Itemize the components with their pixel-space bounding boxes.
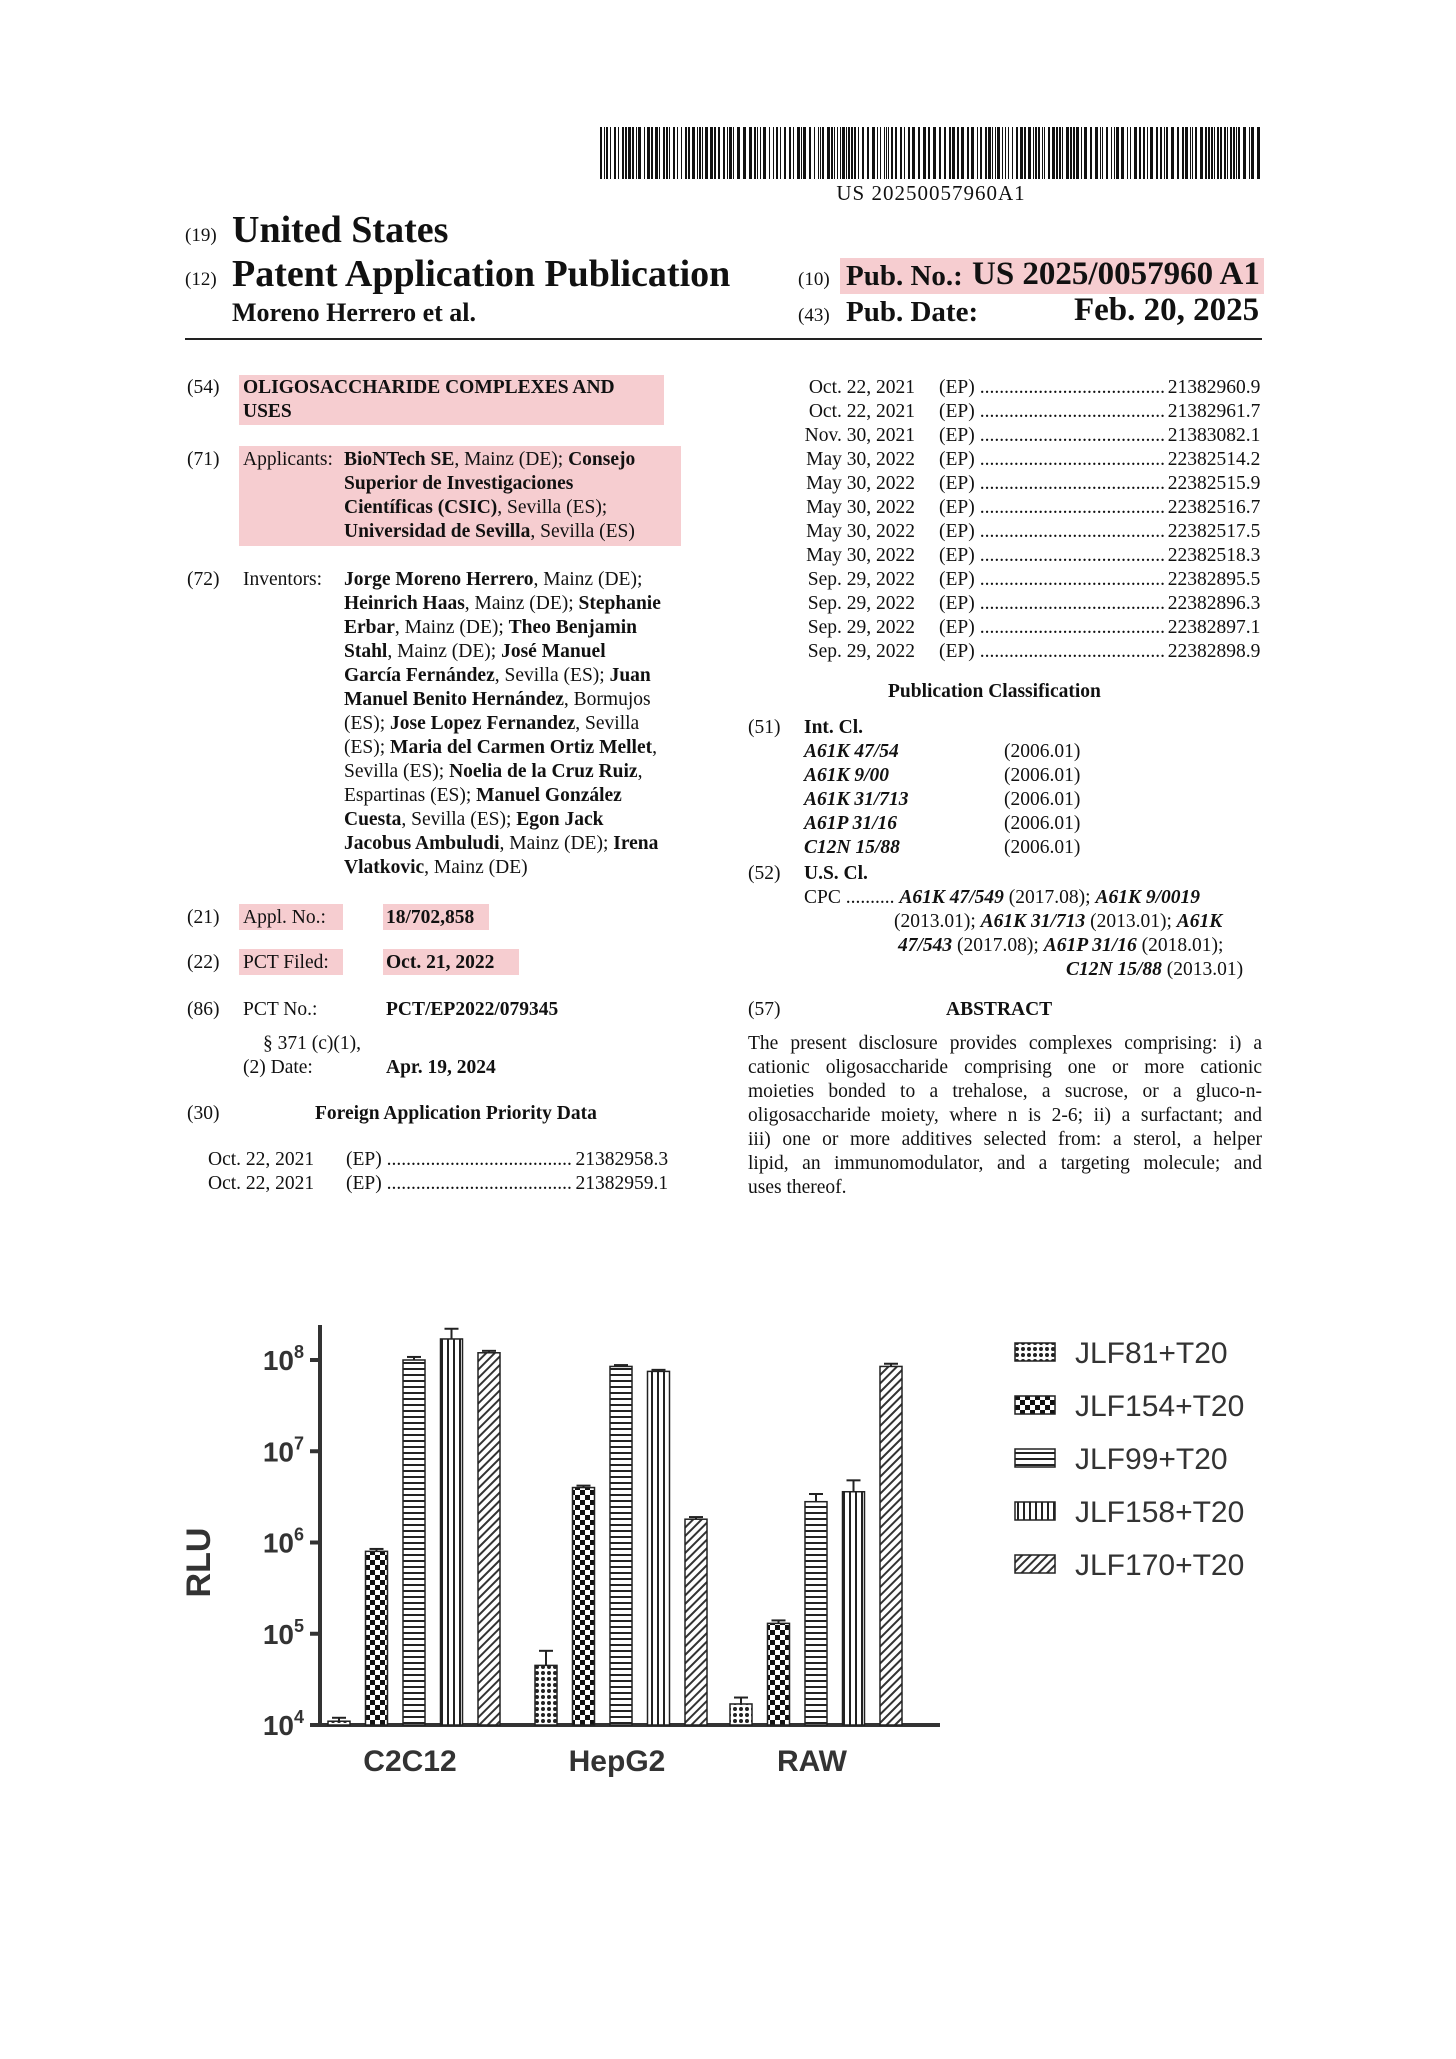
abstract-line: oligosaccharide moiety, where n is 2-6; ii) a surfactant; and: [748, 1105, 1262, 1126]
inventors-line-4: Stahl, Mainz (DE); José Manuel: [344, 641, 606, 662]
leader-dots: [980, 400, 1164, 424]
abstract-line: The present disclosure provides complexes comprising: i) a: [748, 1033, 1262, 1054]
bar: [685, 1519, 707, 1725]
inventors-line-13: Vlatkovic, Mainz (DE): [344, 857, 528, 878]
leader-dots: [387, 1172, 571, 1196]
s371-date: Apr. 19, 2024: [386, 1057, 496, 1078]
y-tick-label: $10^4$: [262, 1707, 304, 1741]
legend-swatch: [1015, 1396, 1055, 1414]
inventors-label: Inventors:: [243, 569, 323, 590]
leader-dots: [980, 544, 1164, 568]
code-51: (51): [748, 717, 781, 738]
int-cl-version: (2006.01): [1004, 837, 1081, 858]
legend-swatch: [1015, 1449, 1055, 1467]
code-57: (57): [748, 999, 781, 1020]
pct-no: PCT/EP2022/079345: [386, 999, 559, 1020]
header-divider: [185, 338, 1262, 340]
leader-dots: [980, 640, 1164, 664]
bar: [403, 1360, 425, 1725]
leader-dots: [980, 592, 1164, 616]
int-cl-code: C12N 15/88: [804, 837, 900, 858]
y-tick-label: $10^8$: [262, 1342, 304, 1376]
priority-row: Sep. 29, 2022 (EP)..... 22382898.9: [763, 640, 1260, 664]
bar: [366, 1551, 388, 1725]
leader-dots: [980, 448, 1164, 472]
bar: [805, 1502, 827, 1725]
legend-label: JLF99+T20: [1075, 1443, 1228, 1476]
code-72: (72): [187, 569, 220, 590]
y-tick-label: $10^6$: [262, 1524, 304, 1559]
leader-dots: [980, 616, 1164, 640]
legend-label: JLF170+T20: [1075, 1549, 1245, 1582]
priority-row: Sep. 29, 2022 (EP)..... 22382896.3: [763, 592, 1260, 616]
publication-type: Patent Application Publication: [232, 253, 731, 295]
bar: [478, 1353, 500, 1725]
leader-dots: [387, 1148, 571, 1172]
s371-line-2: (2) Date:: [243, 1057, 313, 1078]
pct-no-label: PCT No.:: [243, 999, 318, 1020]
country: United States: [232, 209, 449, 251]
inventors-line-1: Jorge Moreno Herrero, Mainz (DE);: [344, 569, 643, 590]
y-axis-label: RLU: [180, 1527, 218, 1598]
inventors-line-6: Manuel Benito Hernández, Bormujos: [344, 689, 651, 710]
cpc-line-3: 47/543 (2017.08); A61P 31/16 (2018.01);: [898, 935, 1224, 956]
leader-dots: [980, 496, 1164, 520]
code-52: (52): [748, 863, 781, 884]
abstract-line: moieties bonded to a trehalose, a sucrose, or a gluco-n-: [748, 1081, 1262, 1102]
priority-data-title: Foreign Application Priority Data: [315, 1103, 597, 1124]
int-cl-code: A61K 31/713: [804, 789, 909, 810]
pub-no-label: Pub. No.:: [846, 260, 963, 292]
int-cl-version: (2006.01): [1004, 813, 1081, 834]
code-86: (86): [187, 999, 220, 1020]
leader-dots: [980, 472, 1164, 496]
abstract-line: cationic oligosaccharide comprising one or more cationic: [748, 1057, 1262, 1078]
priority-row: Oct. 22, 2021 (EP)..... 21382960.9: [763, 376, 1260, 400]
cpc-line-2: (2013.01); A61K 31/713 (2013.01); A61K: [894, 911, 1223, 932]
inventors-line-2: Heinrich Haas, Mainz (DE); Stephanie: [344, 593, 661, 614]
inventors-line-11: Cuesta, Sevilla (ES); Egon Jack: [344, 809, 604, 830]
int-cl-code: A61P 31/16: [804, 813, 897, 834]
pub-date: Feb. 20, 2025: [1074, 292, 1260, 328]
priority-row: May 30, 2022 (EP)..... 22382515.9: [763, 472, 1260, 496]
bar: [441, 1339, 463, 1725]
pub-no: US 2025/0057960 A1: [972, 256, 1260, 292]
cpc-line-4: C12N 15/88 (2013.01): [1066, 959, 1244, 980]
priority-row: May 30, 2022 (EP)..... 22382517.5: [763, 520, 1260, 544]
priority-row: May 30, 2022 (EP)..... 22382516.7: [763, 496, 1260, 520]
int-cl-version: (2006.01): [1004, 765, 1081, 786]
bar: [648, 1371, 670, 1725]
applicants-line-2: Superior de Investigaciones: [344, 473, 574, 494]
code-21: (21): [187, 907, 220, 928]
appl-no: 18/702,858: [386, 907, 475, 928]
barcode-number: US 20250057960A1: [836, 181, 1026, 205]
inventors-line-10: Espartinas (ES); Manuel González: [344, 785, 622, 806]
code-12: (12): [185, 269, 217, 290]
leader-dots: [980, 424, 1164, 448]
title-line-1: OLIGOSACCHARIDE COMPLEXES AND: [243, 377, 615, 398]
rlu-bar-chart: [180, 1310, 1280, 1790]
classification-title: Publication Classification: [888, 681, 1101, 702]
pct-filed-label: PCT Filed:: [243, 952, 329, 973]
inventors-line-12: Jacobus Ambuludi, Mainz (DE); Irena: [344, 833, 659, 854]
bar: [843, 1492, 865, 1725]
priority-row: Oct. 22, 2021 (EP) ..... 21382959.1: [208, 1172, 668, 1196]
priority-row: Nov. 30, 2021 (EP)..... 21383082.1: [763, 424, 1260, 448]
legend-label: JLF154+T20: [1075, 1390, 1245, 1423]
pub-date-label: Pub. Date:: [846, 296, 979, 328]
priority-row: Oct. 22, 2021 (EP)..... 21382961.7: [763, 400, 1260, 424]
code-22: (22): [187, 952, 220, 973]
y-tick-label: $10^7$: [262, 1433, 304, 1468]
x-tick-label: RAW: [777, 1745, 847, 1778]
applicants-line-4: Universidad de Sevilla, Sevilla (ES): [344, 521, 635, 542]
legend-label: JLF158+T20: [1075, 1496, 1245, 1529]
inventor-short: Moreno Herrero et al.: [232, 298, 477, 327]
bar: [535, 1665, 557, 1725]
legend-swatch: [1015, 1555, 1055, 1573]
code-30: (30): [187, 1103, 220, 1124]
bar: [610, 1366, 632, 1725]
code-10: (10): [798, 269, 830, 290]
x-tick-label: HepG2: [568, 1745, 666, 1778]
priority-row: May 30, 2022 (EP)..... 22382514.2: [763, 448, 1260, 472]
code-19: (19): [185, 225, 217, 246]
inventors-line-3: Erbar, Mainz (DE); Theo Benjamin: [344, 617, 638, 638]
title-line-2: USES: [243, 401, 292, 422]
appl-no-label: Appl. No.:: [243, 907, 326, 928]
cpc-line-1: CPC .......... A61K 47/549 (2017.08); A61K 9/0019: [804, 887, 1201, 908]
bar: [730, 1704, 752, 1725]
int-cl-code: A61K 9/00: [804, 765, 890, 786]
int-cl-version: (2006.01): [1004, 741, 1081, 762]
bar: [573, 1488, 595, 1725]
legend-swatch: [1015, 1502, 1055, 1520]
abstract-line: uses thereof.: [748, 1177, 847, 1198]
pct-filed-date: Oct. 21, 2022: [386, 952, 495, 973]
bar: [880, 1366, 902, 1725]
abstract-line: lipid, an immunomodulator, and a targeting molecule; and: [748, 1153, 1262, 1174]
applicants-label: Applicants:: [243, 449, 333, 470]
priority-row: Sep. 29, 2022 (EP)..... 22382895.5: [763, 568, 1260, 592]
priority-row: Oct. 22, 2021 (EP) ..... 21382958.3: [208, 1148, 668, 1172]
int-cl-version: (2006.01): [1004, 789, 1081, 810]
code-43: (43): [798, 305, 830, 326]
leader-dots: [980, 376, 1164, 400]
applicants-line-1: BioNTech SE, Mainz (DE); Consejo: [344, 449, 636, 470]
s371-line-1: § 371 (c)(1),: [263, 1033, 362, 1054]
priority-row: Sep. 29, 2022 (EP)..... 22382897.1: [763, 616, 1260, 640]
y-tick-label: $10^5$: [262, 1615, 304, 1650]
abstract-title: ABSTRACT: [946, 999, 1053, 1020]
code-54: (54): [187, 377, 220, 398]
inventors-line-7: (ES); Jose Lopez Fernandez, Sevilla: [344, 713, 640, 734]
applicants-line-3: Científicas (CSIC), Sevilla (ES);: [344, 497, 608, 518]
inventors-line-9: Sevilla (ES); Noelia de la Cruz Ruiz,: [344, 761, 643, 782]
inventors-line-5: García Fernández, Sevilla (ES); Juan: [344, 665, 651, 686]
bar: [328, 1721, 350, 1725]
x-tick-label: C2C12: [363, 1745, 457, 1778]
us-cl-label: U.S. Cl.: [804, 863, 868, 884]
code-71: (71): [187, 449, 220, 470]
barcode: [600, 127, 1262, 179]
abstract-line: iii) one or more additives selected from: a sterol, a helper: [748, 1129, 1262, 1150]
legend-label: JLF81+T20: [1075, 1337, 1228, 1370]
int-cl-code: A61K 47/54: [804, 741, 899, 762]
int-cl-label: Int. Cl.: [804, 717, 864, 738]
leader-dots: [980, 568, 1164, 592]
priority-row: May 30, 2022 (EP)..... 22382518.3: [763, 544, 1260, 568]
legend-swatch: [1015, 1343, 1055, 1361]
bar: [768, 1623, 790, 1725]
inventors-line-8: (ES); Maria del Carmen Ortiz Mellet,: [344, 737, 657, 758]
leader-dots: [980, 520, 1164, 544]
